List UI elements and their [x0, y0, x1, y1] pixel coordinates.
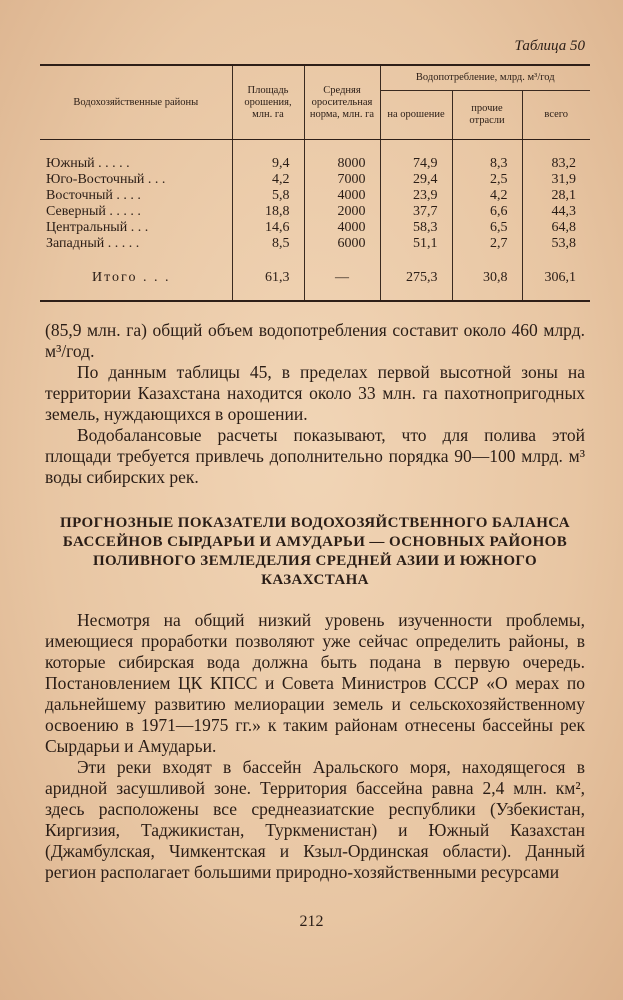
row-name: Юго-Восточный . . . [46, 172, 166, 187]
table-row [40, 188, 590, 204]
header-consumption-group: Водопотребление, млрд. м³/год [380, 65, 590, 91]
row-other: 2,5 [452, 172, 522, 188]
row-irrigation: 29,4 [380, 172, 452, 188]
table-row [40, 156, 590, 172]
header-total: всего [522, 91, 590, 140]
row-irrigation: 58,3 [380, 220, 452, 236]
row-total: 44,3 [522, 204, 590, 220]
table-row [40, 220, 590, 236]
row-area: 8,5 [232, 236, 304, 252]
section-heading: ПРОГНОЗНЫЕ ПОКАЗАТЕЛИ ВОДОХОЗЯЙСТВЕННОГО БАЛАНСА БАССЕЙНОВ СЫРДАРЬИ И АМУДАРЬИ — ОСНОВНЫХ РАЙОНОВ ПОЛИВНОГО ЗЕМЛЕДЕЛИЯ СРЕДНЕЙ АЗИИ И ЮЖНОГО КАЗАХСТАНА [60, 515, 570, 588]
row-irrigation: 74,9 [380, 156, 452, 172]
row-total: 64,8 [522, 220, 590, 236]
row-total: 28,1 [522, 188, 590, 204]
paragraph: По данным таблицы 45, в пределах первой высотной зоны на территории Казахстана находится около 33 млн. га пахотнопригодных земель, нуждающихся в орошении. [45, 362, 585, 424]
header-districts: Водохозяйственные районы [40, 65, 232, 140]
total-norm: — [304, 266, 380, 301]
row-name: Северный . . . . . [46, 204, 141, 219]
table-row [40, 204, 590, 220]
row-area: 18,8 [232, 204, 304, 220]
table-row [40, 236, 590, 252]
row-area: 4,2 [232, 172, 304, 188]
header-other: прочие отрасли [452, 91, 522, 140]
table-caption: Таблица 50 [514, 38, 585, 54]
row-irrigation: 37,7 [380, 204, 452, 220]
row-norm: 8000 [304, 156, 380, 172]
row-name: Западный . . . . . [46, 236, 140, 251]
row-norm: 7000 [304, 172, 380, 188]
row-total: 83,2 [522, 156, 590, 172]
row-name: Центральный . . . [46, 220, 149, 235]
total-label: Итого . . . [40, 266, 232, 301]
row-total: 53,8 [522, 236, 590, 252]
header-norm: Средняя оросительная норма, млн. га [304, 65, 380, 140]
page-number: 212 [299, 913, 324, 930]
text-block-lower [45, 610, 585, 883]
row-other: 8,3 [452, 156, 522, 172]
total-area: 61,3 [232, 266, 304, 301]
text-block-upper [45, 320, 585, 488]
row-name: Южный . . . . . [46, 156, 130, 171]
total-other: 30,8 [452, 266, 522, 301]
total-irrigation: 275,3 [380, 266, 452, 301]
row-total: 31,9 [522, 172, 590, 188]
total-total: 306,1 [522, 266, 590, 301]
row-other: 4,2 [452, 188, 522, 204]
row-norm: 2000 [304, 204, 380, 220]
row-norm: 6000 [304, 236, 380, 252]
header-irrigation: на орошение [380, 91, 452, 140]
header-area: Площадь орошения, млн. га [232, 65, 304, 140]
row-name: Восточный . . . . [46, 188, 141, 203]
table-total-row [40, 266, 590, 301]
row-area: 5,8 [232, 188, 304, 204]
water-consumption-table [40, 64, 590, 302]
row-other: 2,7 [452, 236, 522, 252]
row-irrigation: 51,1 [380, 236, 452, 252]
paragraph: Водобалансовые расчеты показывают, что для полива этой площади требуется привлечь дополнительно порядка 90—100 млрд. м³ воды сибирских рек. [45, 425, 585, 487]
row-norm: 4000 [304, 188, 380, 204]
row-area: 9,4 [232, 156, 304, 172]
paragraph: Эти реки входят в бассейн Аральского моря, находящегося в аридной засушливой зоне. Территория бассейна равна 2,4 млн. км², здесь расположены все среднеазиатские республики (Узбекистан, Киргизия, Таджикистан, Туркменистан) и Южный Казахстан (Джамбулская, Чимкентская и Кзыл-Ординская области). Данный регион располагает большими природно-хозяйственными ресурсами [45, 757, 585, 882]
table-row [40, 172, 590, 188]
paragraph: (85,9 млн. га) общий объем водопотребления составит около 460 млрд. м³/год. [45, 320, 585, 361]
row-irrigation: 23,9 [380, 188, 452, 204]
row-norm: 4000 [304, 220, 380, 236]
row-other: 6,6 [452, 204, 522, 220]
paragraph: Несмотря на общий низкий уровень изученности проблемы, имеющиеся проработки позволяют уже сейчас определить районы, в которые сибирская вода должна быть подана в первую очередь. Постановлением ЦК КПСС и Совета Министров СССР «О мерах по дальнейшему развитию мелиорации земель и сельскохозяйственному освоению в 1971—1975 гг.» к таким районам отнесены бассейны рек Сырдарьи и Амударьи. [45, 610, 585, 756]
row-area: 14,6 [232, 220, 304, 236]
row-other: 6,5 [452, 220, 522, 236]
